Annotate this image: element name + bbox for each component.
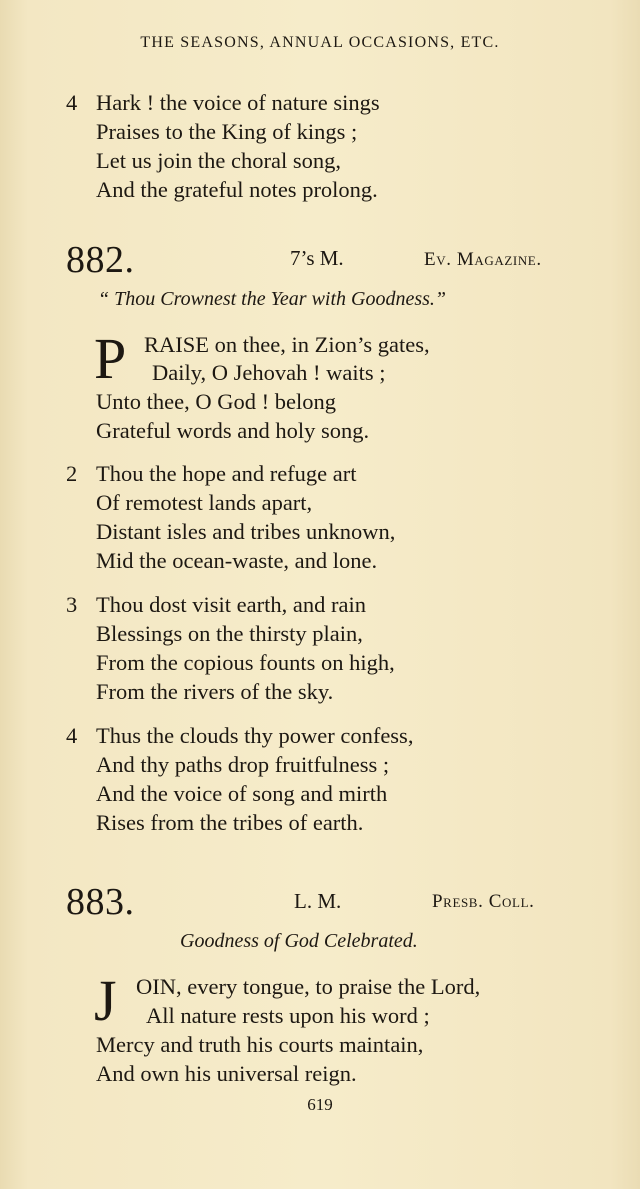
verse-line: And the grateful notes prolong. bbox=[96, 177, 378, 202]
verse-line: Grateful words and holy song. bbox=[96, 418, 370, 443]
verse-line: Thus the clouds thy power confess, bbox=[96, 723, 414, 748]
hymn-source: Presb. Coll. bbox=[432, 891, 535, 912]
verse-line: And the voice of song and mirth bbox=[96, 781, 388, 806]
drop-cap: P bbox=[94, 326, 127, 391]
verse-line: All nature rests upon his word ; bbox=[146, 1003, 430, 1028]
verse-line: From the rivers of the sky. bbox=[96, 679, 334, 704]
hymn-meter: L. M. bbox=[294, 889, 342, 913]
hymn-number: 882. bbox=[66, 239, 135, 281]
verse-line: Rises from the tribes of earth. bbox=[96, 810, 364, 835]
verse-line: Mercy and truth his courts maintain, bbox=[96, 1032, 424, 1057]
verse-line: Thou the hope and refuge art bbox=[96, 461, 357, 486]
verse-line: Mid the ocean-waste, and lone. bbox=[96, 548, 378, 573]
stanza-number: 4 bbox=[66, 723, 78, 748]
verse-line: Unto thee, O God ! belong bbox=[96, 389, 336, 414]
verse-line: Blessings on the thirsty plain, bbox=[96, 621, 363, 646]
hymn-meter: 7’s M. bbox=[290, 246, 344, 270]
verse-line: OIN, every tongue, to praise the Lord, bbox=[136, 974, 481, 999]
hymn-source: Ev. Magazine. bbox=[424, 249, 542, 270]
verse-line: Praises to the King of kings ; bbox=[96, 119, 358, 144]
page-number: 619 bbox=[307, 1095, 333, 1114]
stanza-number: 4 bbox=[66, 90, 78, 115]
verse-line: Let us join the choral song, bbox=[96, 148, 341, 173]
drop-cap: J bbox=[94, 968, 117, 1033]
verse-line: From the copious founts on high, bbox=[96, 650, 395, 675]
hymn-subtitle: Goodness of God Celebrated. bbox=[180, 930, 418, 952]
running-head: THE SEASONS, ANNUAL OCCASIONS, ETC. bbox=[140, 34, 500, 51]
verse-line: Thou dost visit earth, and rain bbox=[96, 592, 366, 617]
verse-line: Of remotest lands apart, bbox=[96, 490, 313, 515]
verse-line: RAISE on thee, in Zion’s gates, bbox=[144, 332, 430, 357]
verse-line: And thy paths drop fruitfulness ; bbox=[96, 752, 390, 777]
stanza-number: 3 bbox=[66, 592, 78, 617]
verse-line: And own his universal reign. bbox=[96, 1061, 357, 1086]
hymn-number: 883. bbox=[66, 881, 135, 923]
verse-line: Daily, O Jehovah ! waits ; bbox=[152, 360, 386, 385]
hymn-subtitle: “ Thou Crownest the Year with Goodness.” bbox=[98, 288, 447, 310]
verse-line: Hark ! the voice of nature sings bbox=[96, 90, 380, 115]
verse-line: Distant isles and tribes unknown, bbox=[96, 519, 396, 544]
stanza-number: 2 bbox=[66, 461, 78, 486]
